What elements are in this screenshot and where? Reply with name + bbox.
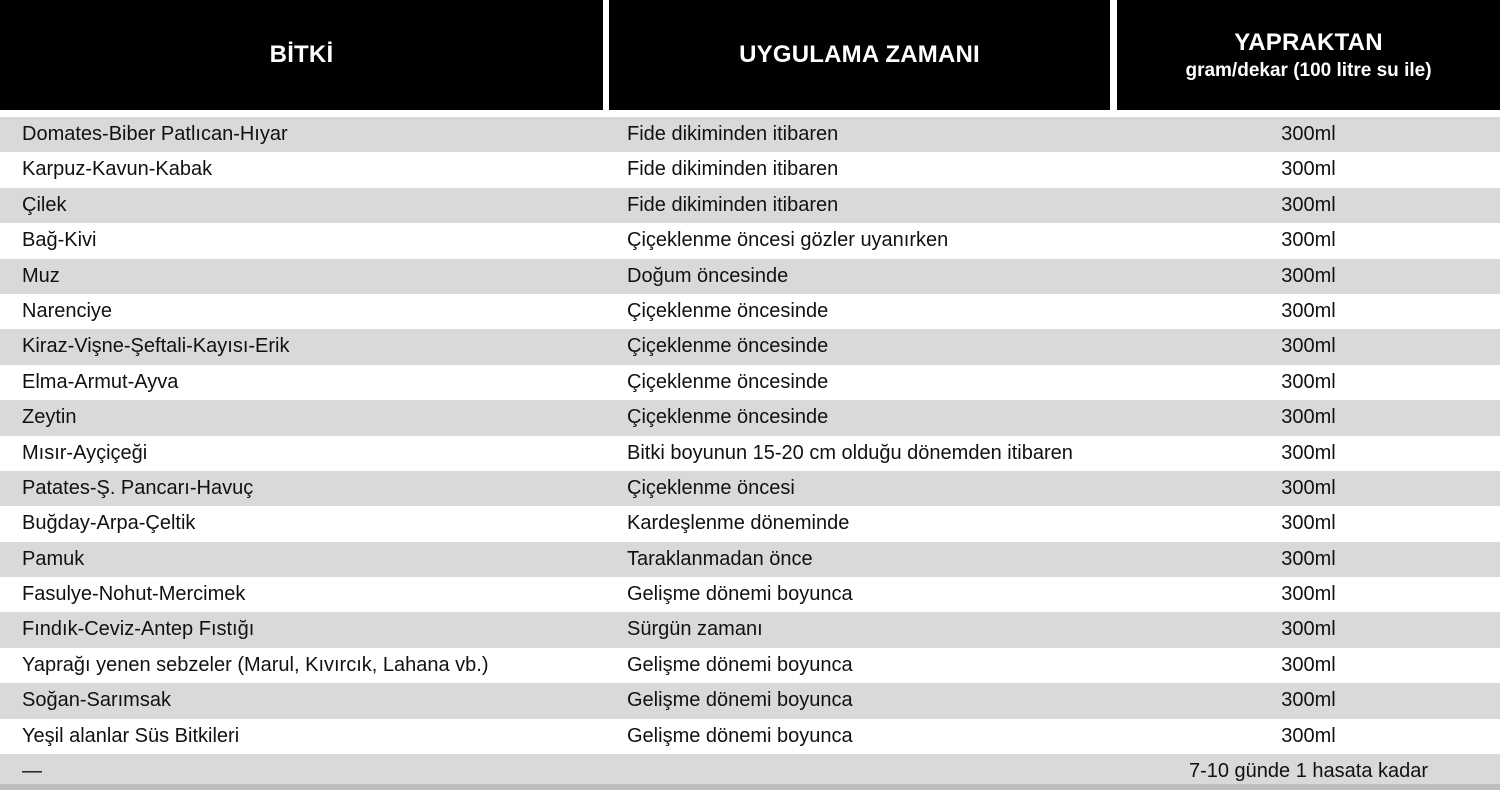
header-plant <box>0 0 603 110</box>
cell-dose: 7-10 günde 1 hasata kadar <box>1188 760 1429 783</box>
table-row <box>0 683 1500 718</box>
cell-plant: Domates-Biber Patlıcan-Hıyar <box>22 123 288 145</box>
cell-application-time: Sürgün zamanı <box>627 618 763 641</box>
table-row <box>0 648 1500 683</box>
table-row <box>0 612 1500 647</box>
cell-plant: Kiraz-Vişne-Şeftali-Kayısı-Erik <box>22 335 290 358</box>
table-row <box>0 471 1500 506</box>
cell-dose: 300ml <box>1281 335 1336 358</box>
table-row <box>0 223 1500 258</box>
cell-plant: Yeşil alanlar Süs Bitkileri <box>22 724 240 747</box>
cell-plant: Patates-Ş. Pancarı-Havuç <box>22 476 254 499</box>
table-row <box>0 259 1500 294</box>
cell-plant: Çilek <box>22 193 67 216</box>
table-rows <box>0 117 1500 789</box>
header-plant-label: BİTKİ <box>269 41 334 68</box>
cell-plant: Bağ-Kivi <box>22 229 97 252</box>
cell-application-time: Çiçeklenme öncesinde <box>627 406 829 429</box>
header-foliar-dose-title: YAPRAKTAN <box>1234 28 1383 56</box>
table-row <box>0 542 1500 577</box>
header-foliar-dose <box>1117 0 1500 110</box>
cell-plant: Pamuk <box>22 547 85 570</box>
cell-application-time: Fide dikiminden itibaren <box>627 123 839 145</box>
cell-application-time: Çiçeklenme öncesinde <box>627 299 829 322</box>
header-application-time <box>609 0 1110 110</box>
table-row <box>0 365 1500 400</box>
cell-application-time: Gelişme dönemi boyunca <box>627 653 853 676</box>
cell-dose: 300ml <box>1281 583 1336 606</box>
table-row <box>0 188 1500 223</box>
cell-dose: 300ml <box>1281 512 1336 535</box>
cell-application-time: Çiçeklenme öncesi <box>627 476 795 499</box>
cell-application-time: Kardeşlenme döneminde <box>627 512 850 535</box>
cell-application-time: Çiçeklenme öncesinde <box>627 370 829 393</box>
cell-plant: — <box>22 760 42 783</box>
cell-dose: 300ml <box>1281 158 1336 181</box>
cell-dose: 300ml <box>1281 123 1336 145</box>
cell-application-time: Doğum öncesinde <box>627 264 789 287</box>
cell-dose: 300ml <box>1281 406 1336 429</box>
cell-application-time: Gelişme dönemi boyunca <box>627 724 853 747</box>
cell-application-time: Fide dikiminden itibaren <box>627 158 839 181</box>
cell-plant: Yaprağı yenen sebzeler (Marul, Kıvırcık, Lahana vb.) <box>22 653 489 676</box>
cell-plant: Soğan-Sarımsak <box>22 689 171 712</box>
cell-dose: 300ml <box>1281 618 1336 641</box>
cell-plant: Narenciye <box>22 299 113 322</box>
cell-plant: Buğday-Arpa-Çeltik <box>22 512 196 535</box>
cell-plant: Fasulye-Nohut-Mercimek <box>22 583 246 606</box>
cell-application-time: Gelişme dönemi boyunca <box>627 689 853 712</box>
table-row <box>0 152 1500 187</box>
table-row <box>0 719 1500 754</box>
table-row <box>0 117 1500 152</box>
cell-dose: 300ml <box>1281 653 1336 676</box>
cell-application-time: Taraklanmadan önce <box>627 547 813 570</box>
cell-dose: 300ml <box>1281 476 1336 499</box>
cell-dose: 300ml <box>1281 193 1336 216</box>
cell-application-time: Fide dikiminden itibaren <box>627 193 839 216</box>
table-row <box>0 506 1500 541</box>
table-row <box>0 294 1500 329</box>
cell-plant: Muz <box>22 264 60 287</box>
cell-plant: Mısır-Ayçiçeği <box>22 441 148 464</box>
cell-application-time: Çiçeklenme öncesinde <box>627 335 829 358</box>
cell-dose: 300ml <box>1281 689 1336 712</box>
cell-application-time: Gelişme dönemi boyunca <box>627 583 853 606</box>
table-row <box>0 329 1500 364</box>
cell-dose: 300ml <box>1281 724 1336 747</box>
cell-application-time: Çiçeklenme öncesi gözler uyanırken <box>627 229 949 252</box>
table-row <box>0 436 1500 471</box>
table-row <box>0 577 1500 612</box>
cell-plant: Fındık-Ceviz-Antep Fıstığı <box>22 618 255 641</box>
cell-plant: Karpuz-Kavun-Kabak <box>22 158 213 181</box>
cell-plant: Elma-Armut-Ayva <box>22 370 179 393</box>
table-bottom-border <box>0 784 1500 790</box>
header-application-time-label: UYGULAMA ZAMANI <box>739 41 980 68</box>
table-body <box>0 112 1500 790</box>
cell-dose: 300ml <box>1281 229 1336 252</box>
cell-dose: 300ml <box>1281 547 1336 570</box>
table-row <box>0 400 1500 435</box>
cell-dose: 300ml <box>1281 441 1336 464</box>
cell-application-time: Bitki boyunun 15-20 cm olduğu dönemden itibaren <box>627 441 1073 464</box>
cell-dose: 300ml <box>1281 264 1336 287</box>
header-foliar-dose-subtitle: gram/dekar (100 litre su ile) <box>1185 59 1432 81</box>
cell-plant: Zeytin <box>22 406 77 429</box>
table-header <box>0 0 1500 112</box>
cell-dose: 300ml <box>1281 370 1336 393</box>
cell-dose: 300ml <box>1281 299 1336 322</box>
